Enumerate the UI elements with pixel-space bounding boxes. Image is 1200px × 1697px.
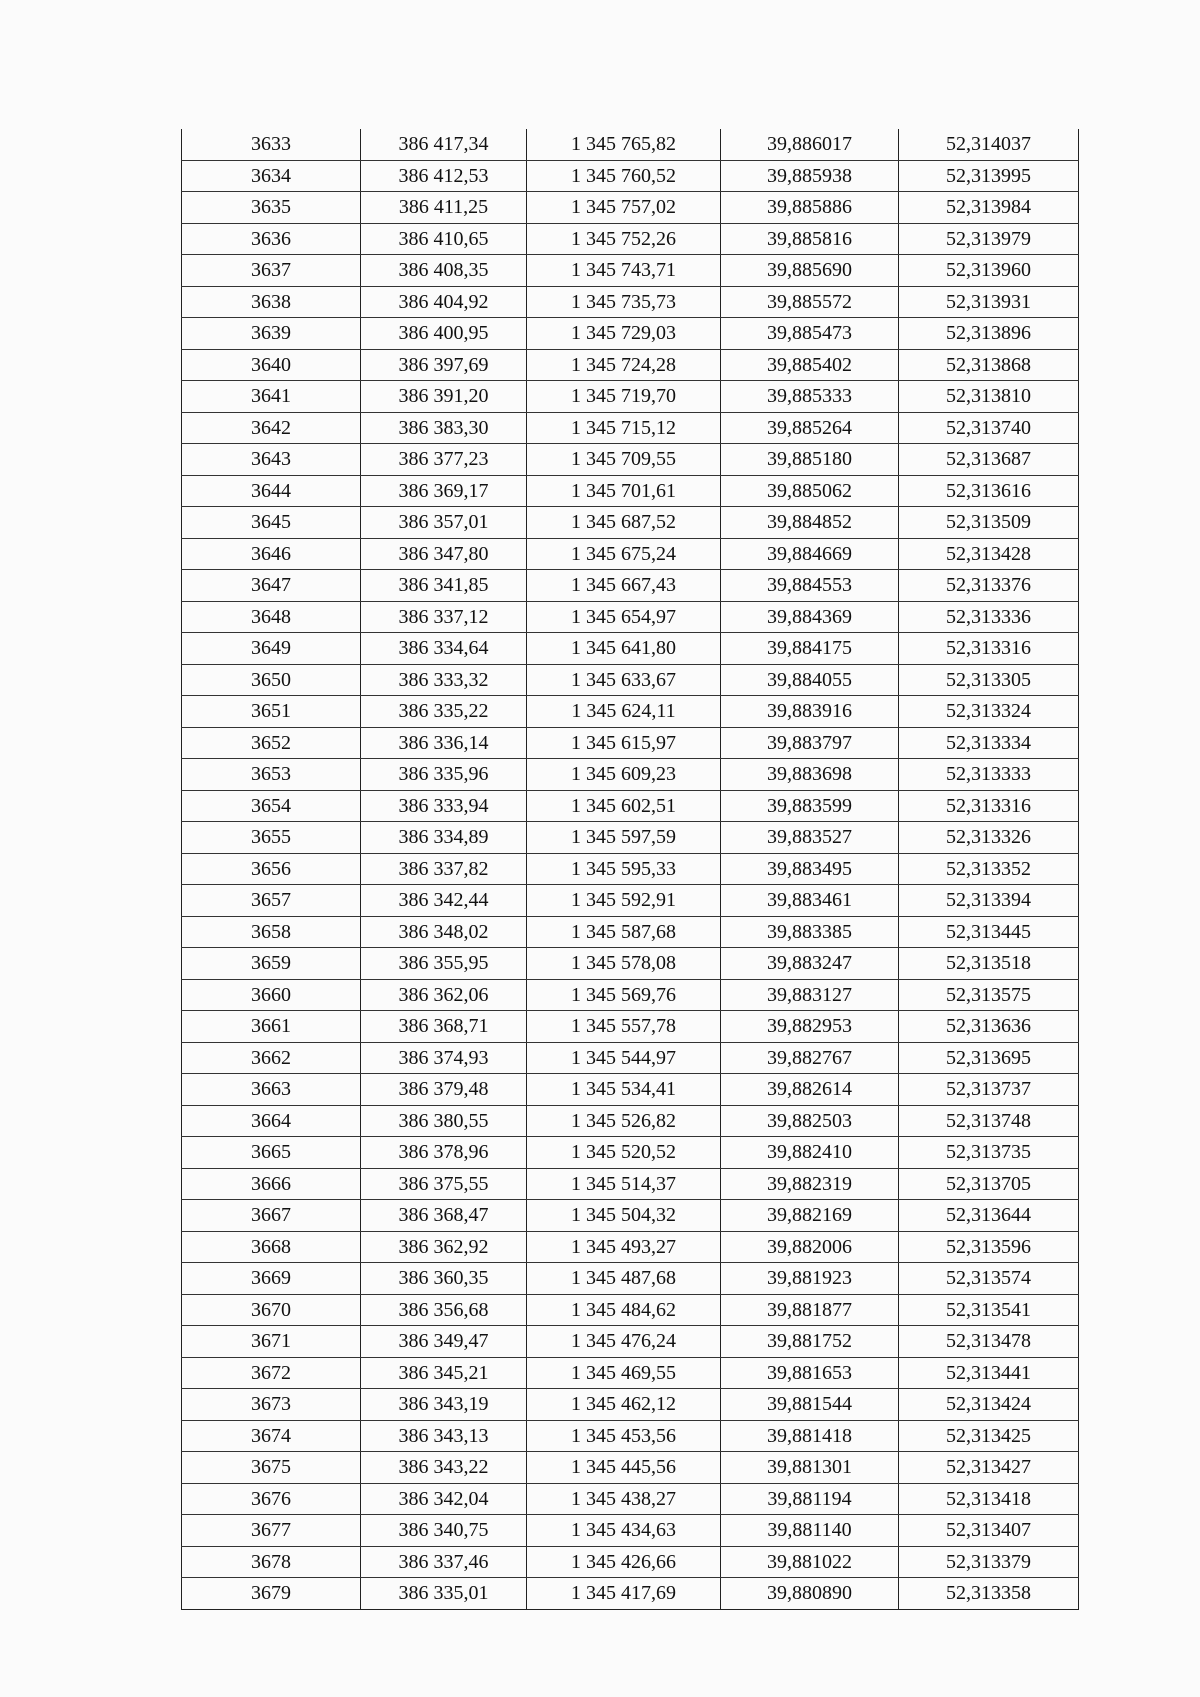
y-coordinate-cell: 1 345 520,52: [527, 1137, 721, 1169]
y-coordinate-cell: 1 345 438,27: [527, 1483, 721, 1515]
point-number-cell: 3650: [182, 664, 361, 696]
table-row: [182, 916, 1079, 948]
x-coordinate-cell: 386 380,55: [361, 1105, 527, 1137]
x-coordinate-cell: 386 375,55: [361, 1168, 527, 1200]
y-coordinate-cell: 1 345 476,24: [527, 1326, 721, 1358]
latitude-cell: 39,881544: [721, 1389, 899, 1421]
latitude-cell: 39,881752: [721, 1326, 899, 1358]
table-row: [182, 1326, 1079, 1358]
point-number-cell: 3636: [182, 223, 361, 255]
point-number-cell: 3642: [182, 412, 361, 444]
longitude-cell: 52,313418: [899, 1483, 1079, 1515]
point-number-cell: 3637: [182, 255, 361, 287]
longitude-cell: 52,313541: [899, 1294, 1079, 1326]
y-coordinate-cell: 1 345 654,97: [527, 601, 721, 633]
y-coordinate-cell: 1 345 609,23: [527, 759, 721, 791]
latitude-cell: 39,881877: [721, 1294, 899, 1326]
x-coordinate-cell: 386 410,65: [361, 223, 527, 255]
table-row: [182, 664, 1079, 696]
latitude-cell: 39,883495: [721, 853, 899, 885]
longitude-cell: 52,313868: [899, 349, 1079, 381]
longitude-cell: 52,313424: [899, 1389, 1079, 1421]
longitude-cell: 52,313428: [899, 538, 1079, 570]
x-coordinate-cell: 386 368,71: [361, 1011, 527, 1043]
point-number-cell: 3644: [182, 475, 361, 507]
x-coordinate-cell: 386 356,68: [361, 1294, 527, 1326]
longitude-cell: 52,313616: [899, 475, 1079, 507]
y-coordinate-cell: 1 345 469,55: [527, 1357, 721, 1389]
latitude-cell: 39,881418: [721, 1420, 899, 1452]
longitude-cell: 52,313518: [899, 948, 1079, 980]
x-coordinate-cell: 386 337,46: [361, 1546, 527, 1578]
longitude-cell: 52,313596: [899, 1231, 1079, 1263]
y-coordinate-cell: 1 345 757,02: [527, 192, 721, 224]
point-number-cell: 3661: [182, 1011, 361, 1043]
point-number-cell: 3675: [182, 1452, 361, 1484]
point-number-cell: 3676: [182, 1483, 361, 1515]
table-row: [182, 1452, 1079, 1484]
table-row: [182, 286, 1079, 318]
latitude-cell: 39,883698: [721, 759, 899, 791]
point-number-cell: 3672: [182, 1357, 361, 1389]
point-number-cell: 3640: [182, 349, 361, 381]
y-coordinate-cell: 1 345 514,37: [527, 1168, 721, 1200]
table-row: [182, 633, 1079, 665]
point-number-cell: 3671: [182, 1326, 361, 1358]
point-number-cell: 3649: [182, 633, 361, 665]
table-row: [182, 1389, 1079, 1421]
x-coordinate-cell: 386 391,20: [361, 381, 527, 413]
latitude-cell: 39,881140: [721, 1515, 899, 1547]
table-row: [182, 255, 1079, 287]
y-coordinate-cell: 1 345 595,33: [527, 853, 721, 885]
y-coordinate-cell: 1 345 487,68: [527, 1263, 721, 1295]
x-coordinate-cell: 386 348,02: [361, 916, 527, 948]
table-row: [182, 381, 1079, 413]
y-coordinate-cell: 1 345 453,56: [527, 1420, 721, 1452]
x-coordinate-cell: 386 335,96: [361, 759, 527, 791]
x-coordinate-cell: 386 417,34: [361, 129, 527, 160]
latitude-cell: 39,884852: [721, 507, 899, 539]
latitude-cell: 39,883797: [721, 727, 899, 759]
table-row: [182, 223, 1079, 255]
latitude-cell: 39,884055: [721, 664, 899, 696]
latitude-cell: 39,882614: [721, 1074, 899, 1106]
latitude-cell: 39,881653: [721, 1357, 899, 1389]
point-number-cell: 3653: [182, 759, 361, 791]
y-coordinate-cell: 1 345 569,76: [527, 979, 721, 1011]
y-coordinate-cell: 1 345 633,67: [527, 664, 721, 696]
table-row: [182, 1074, 1079, 1106]
point-number-cell: 3657: [182, 885, 361, 917]
latitude-cell: 39,881022: [721, 1546, 899, 1578]
table-row: [182, 885, 1079, 917]
point-number-cell: 3643: [182, 444, 361, 476]
table-row: [182, 1483, 1079, 1515]
x-coordinate-cell: 386 340,75: [361, 1515, 527, 1547]
point-number-cell: 3663: [182, 1074, 361, 1106]
y-coordinate-cell: 1 345 484,62: [527, 1294, 721, 1326]
point-number-cell: 3660: [182, 979, 361, 1011]
x-coordinate-cell: 386 342,04: [361, 1483, 527, 1515]
longitude-cell: 52,313705: [899, 1168, 1079, 1200]
table-row: [182, 822, 1079, 854]
latitude-cell: 39,885473: [721, 318, 899, 350]
latitude-cell: 39,883127: [721, 979, 899, 1011]
longitude-cell: 52,313379: [899, 1546, 1079, 1578]
point-number-cell: 3664: [182, 1105, 361, 1137]
table-row: [182, 538, 1079, 570]
y-coordinate-cell: 1 345 578,08: [527, 948, 721, 980]
table-row: [182, 1168, 1079, 1200]
table-row: [182, 1546, 1079, 1578]
latitude-cell: 39,880890: [721, 1578, 899, 1610]
table-row: [182, 696, 1079, 728]
x-coordinate-cell: 386 333,94: [361, 790, 527, 822]
longitude-cell: 52,313687: [899, 444, 1079, 476]
table-row: [182, 1578, 1079, 1610]
table-row: [182, 1200, 1079, 1232]
y-coordinate-cell: 1 345 667,43: [527, 570, 721, 602]
longitude-cell: 52,313336: [899, 601, 1079, 633]
table-row: [182, 853, 1079, 885]
longitude-cell: 52,313316: [899, 790, 1079, 822]
x-coordinate-cell: 386 374,93: [361, 1042, 527, 1074]
y-coordinate-cell: 1 345 715,12: [527, 412, 721, 444]
point-number-cell: 3677: [182, 1515, 361, 1547]
table-row: [182, 948, 1079, 980]
longitude-cell: 52,313960: [899, 255, 1079, 287]
table-row: [182, 1137, 1079, 1169]
latitude-cell: 39,883527: [721, 822, 899, 854]
y-coordinate-cell: 1 345 504,32: [527, 1200, 721, 1232]
table-row: [182, 160, 1079, 192]
x-coordinate-cell: 386 345,21: [361, 1357, 527, 1389]
table-row: [182, 412, 1079, 444]
x-coordinate-cell: 386 335,01: [361, 1578, 527, 1610]
latitude-cell: 39,882767: [721, 1042, 899, 1074]
latitude-cell: 39,883461: [721, 885, 899, 917]
table-row: [182, 1294, 1079, 1326]
table-row: [182, 349, 1079, 381]
table-row: [182, 759, 1079, 791]
table-row: [182, 570, 1079, 602]
x-coordinate-cell: 386 343,19: [361, 1389, 527, 1421]
y-coordinate-cell: 1 345 445,56: [527, 1452, 721, 1484]
longitude-cell: 52,313334: [899, 727, 1079, 759]
x-coordinate-cell: 386 408,35: [361, 255, 527, 287]
longitude-cell: 52,313748: [899, 1105, 1079, 1137]
y-coordinate-cell: 1 345 602,51: [527, 790, 721, 822]
y-coordinate-cell: 1 345 426,66: [527, 1546, 721, 1578]
point-number-cell: 3638: [182, 286, 361, 318]
x-coordinate-cell: 386 379,48: [361, 1074, 527, 1106]
table-row: [182, 727, 1079, 759]
y-coordinate-cell: 1 345 624,11: [527, 696, 721, 728]
y-coordinate-cell: 1 345 615,97: [527, 727, 721, 759]
latitude-cell: 39,884669: [721, 538, 899, 570]
longitude-cell: 52,313574: [899, 1263, 1079, 1295]
latitude-cell: 39,881923: [721, 1263, 899, 1295]
latitude-cell: 39,885938: [721, 160, 899, 192]
y-coordinate-cell: 1 345 534,41: [527, 1074, 721, 1106]
point-number-cell: 3641: [182, 381, 361, 413]
table-row: [182, 1515, 1079, 1547]
y-coordinate-cell: 1 345 587,68: [527, 916, 721, 948]
longitude-cell: 52,313333: [899, 759, 1079, 791]
x-coordinate-cell: 386 343,13: [361, 1420, 527, 1452]
longitude-cell: 52,313478: [899, 1326, 1079, 1358]
x-coordinate-cell: 386 334,89: [361, 822, 527, 854]
y-coordinate-cell: 1 345 526,82: [527, 1105, 721, 1137]
longitude-cell: 52,313575: [899, 979, 1079, 1011]
latitude-cell: 39,882410: [721, 1137, 899, 1169]
point-number-cell: 3648: [182, 601, 361, 633]
y-coordinate-cell: 1 345 760,52: [527, 160, 721, 192]
x-coordinate-cell: 386 369,17: [361, 475, 527, 507]
table-row: [182, 790, 1079, 822]
longitude-cell: 52,313427: [899, 1452, 1079, 1484]
x-coordinate-cell: 386 343,22: [361, 1452, 527, 1484]
latitude-cell: 39,881194: [721, 1483, 899, 1515]
longitude-cell: 52,313376: [899, 570, 1079, 602]
y-coordinate-cell: 1 345 765,82: [527, 129, 721, 160]
x-coordinate-cell: 386 400,95: [361, 318, 527, 350]
point-number-cell: 3662: [182, 1042, 361, 1074]
point-number-cell: 3659: [182, 948, 361, 980]
y-coordinate-cell: 1 345 752,26: [527, 223, 721, 255]
table-row: [182, 318, 1079, 350]
x-coordinate-cell: 386 357,01: [361, 507, 527, 539]
longitude-cell: 52,313358: [899, 1578, 1079, 1610]
latitude-cell: 39,882006: [721, 1231, 899, 1263]
longitude-cell: 52,313445: [899, 916, 1079, 948]
point-number-cell: 3639: [182, 318, 361, 350]
point-number-cell: 3669: [182, 1263, 361, 1295]
table-row: [182, 444, 1079, 476]
y-coordinate-cell: 1 345 434,63: [527, 1515, 721, 1547]
point-number-cell: 3651: [182, 696, 361, 728]
point-number-cell: 3635: [182, 192, 361, 224]
point-number-cell: 3673: [182, 1389, 361, 1421]
y-coordinate-cell: 1 345 557,78: [527, 1011, 721, 1043]
latitude-cell: 39,886017: [721, 129, 899, 160]
latitude-cell: 39,884175: [721, 633, 899, 665]
point-number-cell: 3667: [182, 1200, 361, 1232]
table-row: [182, 1263, 1079, 1295]
longitude-cell: 52,313425: [899, 1420, 1079, 1452]
latitude-cell: 39,885264: [721, 412, 899, 444]
x-coordinate-cell: 386 383,30: [361, 412, 527, 444]
longitude-cell: 52,313407: [899, 1515, 1079, 1547]
longitude-cell: 52,313636: [899, 1011, 1079, 1043]
x-coordinate-cell: 386 349,47: [361, 1326, 527, 1358]
longitude-cell: 52,313931: [899, 286, 1079, 318]
longitude-cell: 52,313644: [899, 1200, 1079, 1232]
longitude-cell: 52,313324: [899, 696, 1079, 728]
table-row: [182, 507, 1079, 539]
latitude-cell: 39,882503: [721, 1105, 899, 1137]
point-number-cell: 3652: [182, 727, 361, 759]
longitude-cell: 52,313735: [899, 1137, 1079, 1169]
y-coordinate-cell: 1 345 675,24: [527, 538, 721, 570]
x-coordinate-cell: 386 333,32: [361, 664, 527, 696]
longitude-cell: 52,313352: [899, 853, 1079, 885]
latitude-cell: 39,885816: [721, 223, 899, 255]
latitude-cell: 39,882169: [721, 1200, 899, 1232]
latitude-cell: 39,882953: [721, 1011, 899, 1043]
latitude-cell: 39,884553: [721, 570, 899, 602]
table-row: [182, 192, 1079, 224]
latitude-cell: 39,883599: [721, 790, 899, 822]
y-coordinate-cell: 1 345 724,28: [527, 349, 721, 381]
point-number-cell: 3670: [182, 1294, 361, 1326]
x-coordinate-cell: 386 411,25: [361, 192, 527, 224]
x-coordinate-cell: 386 362,92: [361, 1231, 527, 1263]
latitude-cell: 39,885402: [721, 349, 899, 381]
point-number-cell: 3634: [182, 160, 361, 192]
y-coordinate-cell: 1 345 597,59: [527, 822, 721, 854]
point-number-cell: 3633: [182, 129, 361, 160]
x-coordinate-cell: 386 355,95: [361, 948, 527, 980]
coordinates-table-body: [182, 129, 1079, 1609]
point-number-cell: 3665: [182, 1137, 361, 1169]
y-coordinate-cell: 1 345 729,03: [527, 318, 721, 350]
y-coordinate-cell: 1 345 687,52: [527, 507, 721, 539]
y-coordinate-cell: 1 345 544,97: [527, 1042, 721, 1074]
latitude-cell: 39,881301: [721, 1452, 899, 1484]
point-number-cell: 3678: [182, 1546, 361, 1578]
latitude-cell: 39,885180: [721, 444, 899, 476]
y-coordinate-cell: 1 345 641,80: [527, 633, 721, 665]
y-coordinate-cell: 1 345 709,55: [527, 444, 721, 476]
point-number-cell: 3646: [182, 538, 361, 570]
latitude-cell: 39,883916: [721, 696, 899, 728]
longitude-cell: 52,313695: [899, 1042, 1079, 1074]
longitude-cell: 52,313326: [899, 822, 1079, 854]
longitude-cell: 52,313737: [899, 1074, 1079, 1106]
point-number-cell: 3656: [182, 853, 361, 885]
y-coordinate-cell: 1 345 493,27: [527, 1231, 721, 1263]
x-coordinate-cell: 386 368,47: [361, 1200, 527, 1232]
x-coordinate-cell: 386 342,44: [361, 885, 527, 917]
table-row: [182, 1105, 1079, 1137]
latitude-cell: 39,885690: [721, 255, 899, 287]
table-row: [182, 601, 1079, 633]
table-row: [182, 1042, 1079, 1074]
y-coordinate-cell: 1 345 735,73: [527, 286, 721, 318]
x-coordinate-cell: 386 362,06: [361, 979, 527, 1011]
latitude-cell: 39,883247: [721, 948, 899, 980]
longitude-cell: 52,313441: [899, 1357, 1079, 1389]
point-number-cell: 3666: [182, 1168, 361, 1200]
x-coordinate-cell: 386 378,96: [361, 1137, 527, 1169]
x-coordinate-cell: 386 337,82: [361, 853, 527, 885]
longitude-cell: 52,313995: [899, 160, 1079, 192]
table-row: [182, 129, 1079, 160]
y-coordinate-cell: 1 345 719,70: [527, 381, 721, 413]
x-coordinate-cell: 386 347,80: [361, 538, 527, 570]
x-coordinate-cell: 386 377,23: [361, 444, 527, 476]
table-row: [182, 1231, 1079, 1263]
longitude-cell: 52,313305: [899, 664, 1079, 696]
point-number-cell: 3647: [182, 570, 361, 602]
longitude-cell: 52,313979: [899, 223, 1079, 255]
latitude-cell: 39,884369: [721, 601, 899, 633]
point-number-cell: 3668: [182, 1231, 361, 1263]
table-row: [182, 1420, 1079, 1452]
y-coordinate-cell: 1 345 462,12: [527, 1389, 721, 1421]
point-number-cell: 3674: [182, 1420, 361, 1452]
y-coordinate-cell: 1 345 417,69: [527, 1578, 721, 1610]
y-coordinate-cell: 1 345 592,91: [527, 885, 721, 917]
point-number-cell: 3645: [182, 507, 361, 539]
x-coordinate-cell: 386 404,92: [361, 286, 527, 318]
x-coordinate-cell: 386 341,85: [361, 570, 527, 602]
longitude-cell: 52,313810: [899, 381, 1079, 413]
latitude-cell: 39,885572: [721, 286, 899, 318]
longitude-cell: 52,313984: [899, 192, 1079, 224]
point-number-cell: 3655: [182, 822, 361, 854]
table-row: [182, 1357, 1079, 1389]
table-row: [182, 979, 1079, 1011]
x-coordinate-cell: 386 337,12: [361, 601, 527, 633]
coordinates-table: [181, 129, 1079, 1610]
longitude-cell: 52,313394: [899, 885, 1079, 917]
point-number-cell: 3654: [182, 790, 361, 822]
x-coordinate-cell: 386 335,22: [361, 696, 527, 728]
x-coordinate-cell: 386 336,14: [361, 727, 527, 759]
point-number-cell: 3679: [182, 1578, 361, 1610]
y-coordinate-cell: 1 345 743,71: [527, 255, 721, 287]
latitude-cell: 39,885333: [721, 381, 899, 413]
longitude-cell: 52,314037: [899, 129, 1079, 160]
latitude-cell: 39,882319: [721, 1168, 899, 1200]
latitude-cell: 39,883385: [721, 916, 899, 948]
longitude-cell: 52,313896: [899, 318, 1079, 350]
longitude-cell: 52,313316: [899, 633, 1079, 665]
x-coordinate-cell: 386 412,53: [361, 160, 527, 192]
latitude-cell: 39,885886: [721, 192, 899, 224]
x-coordinate-cell: 386 397,69: [361, 349, 527, 381]
table-row: [182, 1011, 1079, 1043]
longitude-cell: 52,313509: [899, 507, 1079, 539]
y-coordinate-cell: 1 345 701,61: [527, 475, 721, 507]
table-row: [182, 475, 1079, 507]
x-coordinate-cell: 386 334,64: [361, 633, 527, 665]
longitude-cell: 52,313740: [899, 412, 1079, 444]
x-coordinate-cell: 386 360,35: [361, 1263, 527, 1295]
point-number-cell: 3658: [182, 916, 361, 948]
latitude-cell: 39,885062: [721, 475, 899, 507]
